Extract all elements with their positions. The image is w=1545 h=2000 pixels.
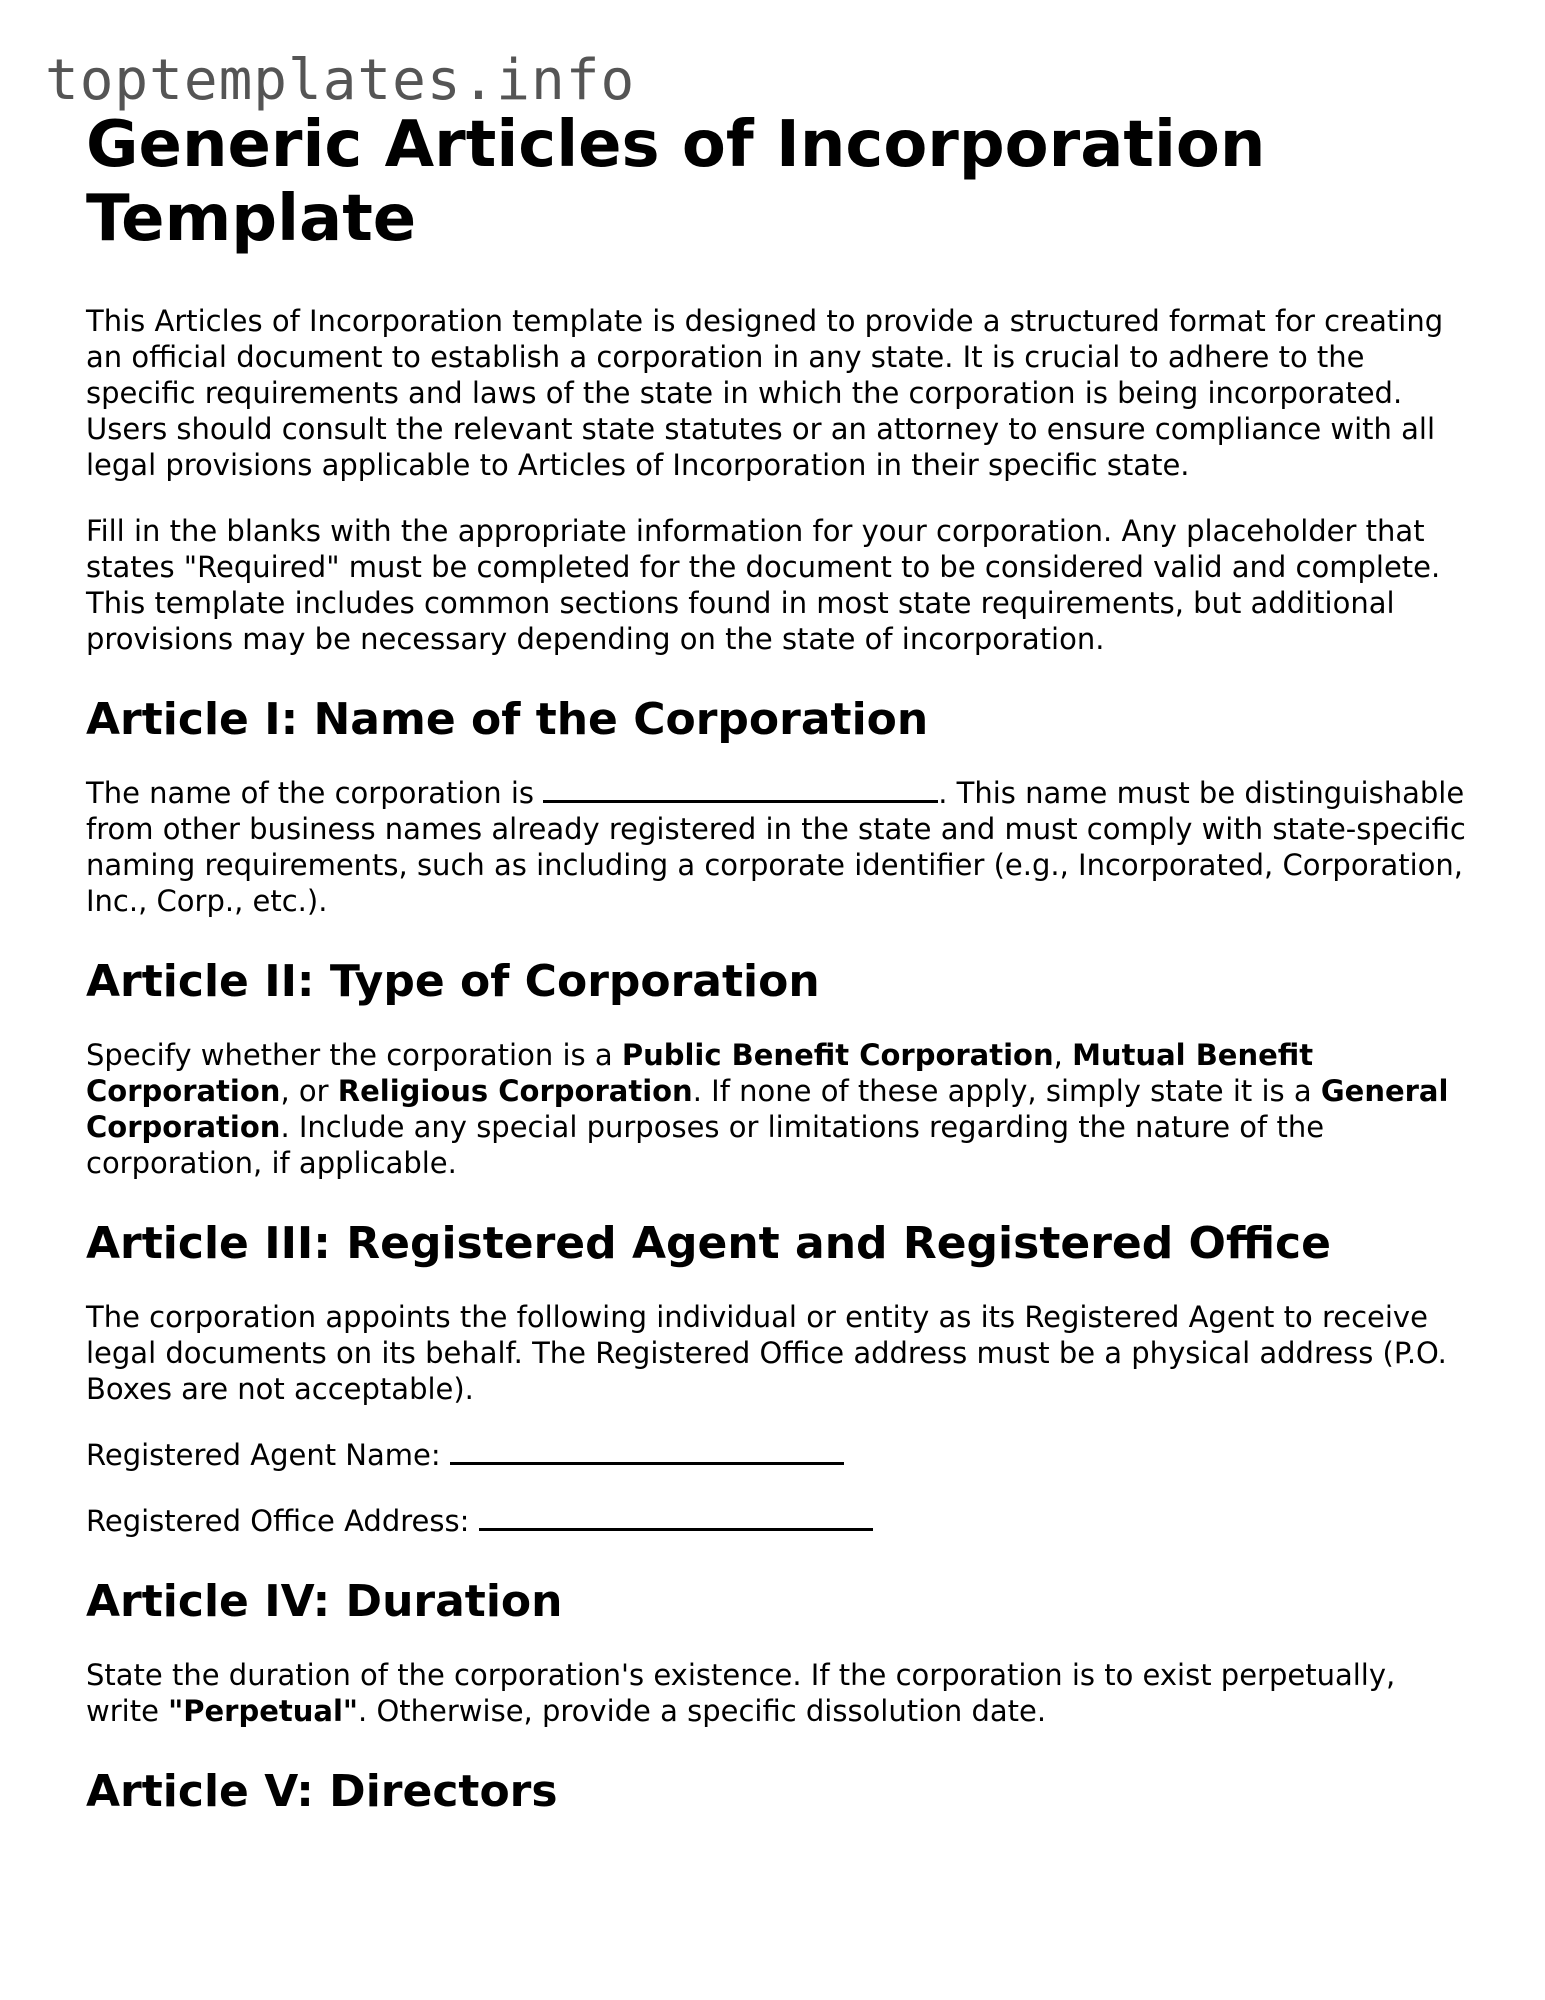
article-2-text-5: . Include any special purposes or limitations regarding the nature of the corporation, if applicable. [86,1110,1325,1180]
article-4-text [86,1657,1466,1729]
article-5-heading: Article V: Directors [86,1766,558,1817]
registered-agent-label: Registered Agent Name: [86,1438,450,1472]
article-1-heading: Article I: Name of the Corporation [86,694,929,745]
article-1-text-before: The name of the corporation is [86,776,544,810]
mutual-benefit-term: Mutual Benefit Corporation [86,1038,1314,1108]
article-2-text-1: Specify whether the corporation is a [86,1038,622,1072]
article-4-heading: Article IV: Duration [86,1576,563,1627]
article-1-text-after: . This name must be distinguishable from other business names already registered in the state and must comply with state-specific naming requirements, such as including a corporate identifier (e.g., Incorporated, Corporation, Inc., Corp., etc.). [86,776,1466,918]
registered-agent-blank[interactable] [450,1461,844,1465]
registered-office-line [86,1503,1466,1539]
public-benefit-term: Public Benefit Corporation [621,1038,1054,1072]
registered-office-blank[interactable] [479,1527,873,1531]
intro-paragraph-2: Fill in the blanks with the appropriate information for your corporation. Any placeholder that states "Required" must be completed for the document to be considered valid and complete. This template includes common sections found in most state requirements, but additional provisions may be necessary depending on the state of incorporation. [86,514,1441,656]
article-2-text-4: . If none of these apply, simply state it is a [692,1074,1321,1108]
document-body [86,108,1466,1847]
corporation-name-blank[interactable] [543,799,938,803]
general-corporation-term: General Corporation [86,1074,1449,1144]
watermark: toptemplates.info [45,48,636,113]
article-3-text: The corporation appoints the following individual or entity as its Registered Agent to receive legal documents on its behalf. The Registered Office address must be a physical address (P.O. Boxes are not acceptable). [86,1300,1447,1406]
article-2-text-3: , or [280,1074,338,1108]
registered-office-label: Registered Office Address: [86,1504,479,1538]
perpetual-term: "Perpetual" [168,1694,359,1728]
religious-corporation-term: Religious Corporation [337,1074,693,1108]
registered-agent-line [86,1437,1466,1473]
article-3-heading: Article III: Registered Agent and Registered Office [86,1218,1331,1269]
article-4-text-1: State the duration of the corporation's existence. If the corporation is to exist perpetually, write [86,1658,1396,1728]
article-2-heading: Article II: Type of Corporation [86,956,820,1007]
article-2-text [86,1037,1466,1181]
article-1-text [86,775,1466,919]
article-4-text-2: . Otherwise, provide a specific dissolution date. [358,1694,1047,1728]
intro-paragraph-1: This Articles of Incorporation template is designed to provide a structured format for creating an official document to establish a corporation in any state. It is crucial to adhere to the specific requirements and laws of the state in which the corporation is being incorporated. Users should consult the relevant state statutes or an attorney to ensure compliance with all legal provisions applicable to Articles of Incorporation in their specific state. [86,304,1444,482]
document-title: Generic Articles of Incorporation Template [86,108,1266,256]
article-2-text-2: , [1053,1038,1073,1072]
